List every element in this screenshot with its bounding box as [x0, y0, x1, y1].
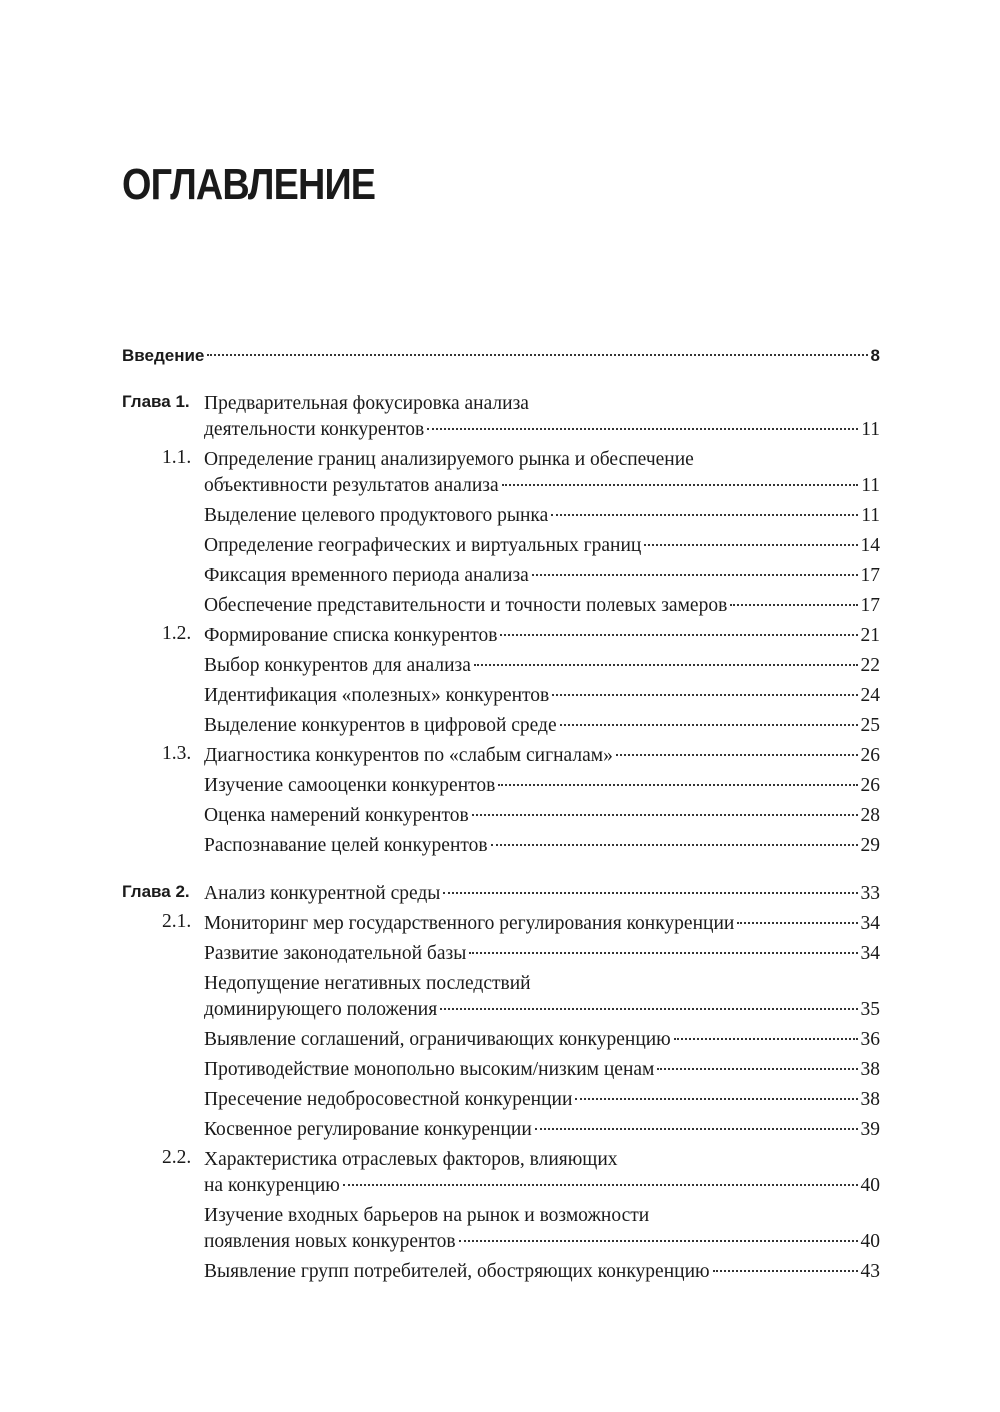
dot-leader: [440, 1008, 857, 1010]
page-number: 22: [860, 655, 880, 676]
entry-title: Формирование списка конкурентов: [204, 625, 498, 646]
entry-title: Обеспечение представительности и точности полевых замеров: [204, 595, 728, 616]
dot-leader: [469, 952, 857, 954]
entry-title: объективности результатов анализа: [204, 475, 499, 496]
toc-entry[interactable]: [122, 389, 880, 445]
dot-leader: [737, 922, 857, 924]
section-number: 1.2.: [162, 623, 192, 644]
toc-entry[interactable]: [122, 561, 880, 591]
toc-entry[interactable]: [122, 831, 880, 861]
dot-leader: [551, 514, 858, 516]
dot-leader: [491, 844, 858, 846]
chapter-number: Глава 2.: [122, 882, 190, 901]
dot-leader: [502, 484, 859, 486]
entry-title: Выделение целевого продуктового рынка: [204, 505, 549, 526]
dot-leader: [616, 754, 858, 756]
chapter-number: Глава 1.: [122, 392, 190, 411]
dot-leader: [674, 1038, 858, 1040]
entry-title: Мониторинг мер государственного регулирования конкуренции: [204, 913, 735, 934]
page-number: 17: [860, 595, 880, 616]
page-number: 25: [860, 715, 880, 736]
entry-title: Диагностика конкурентов по «слабым сигналам»: [204, 745, 613, 766]
entry-title: на конкуренцию: [204, 1175, 340, 1196]
toc-entry[interactable]: [122, 1085, 880, 1115]
toc-entry[interactable]: [122, 771, 880, 801]
page-number: 21: [860, 625, 880, 646]
dot-leader: [207, 354, 867, 356]
dot-leader: [343, 1184, 858, 1186]
entry-title-line: Недопущение негативных последствий: [204, 973, 531, 994]
toc-entry[interactable]: [122, 445, 880, 501]
entry-title: деятельности конкурентов: [204, 419, 425, 440]
dot-leader: [472, 814, 858, 816]
page-number: 26: [860, 775, 880, 796]
entry-title: Определение географических и виртуальных границ: [204, 535, 642, 556]
toc-entry[interactable]: [122, 939, 880, 969]
dot-leader: [459, 1240, 858, 1242]
toc-entry[interactable]: [122, 741, 880, 771]
entry-title: Изучение самооценки конкурентов: [204, 775, 496, 796]
dot-leader: [560, 724, 858, 726]
entry-title: доминирующего положения: [204, 999, 438, 1020]
dot-leader: [575, 1098, 857, 1100]
page-number: 43: [860, 1261, 880, 1282]
entry-title: Фиксация временного периода анализа: [204, 565, 529, 586]
entry-title-line: Изучение входных барьеров на рынок и возможности: [204, 1205, 650, 1226]
page-number: 34: [860, 913, 880, 934]
page-number: 38: [860, 1059, 880, 1080]
page-number: 33: [860, 883, 880, 904]
entry-title: Распознавание целей конкурентов: [204, 835, 488, 856]
section-number: 2.2.: [162, 1147, 192, 1168]
page-number: 40: [860, 1175, 880, 1196]
dot-leader: [532, 574, 858, 576]
toc-entry[interactable]: [122, 651, 880, 681]
toc-entry[interactable]: [122, 531, 880, 561]
toc-entry[interactable]: [122, 1201, 880, 1257]
page-number: 35: [860, 999, 880, 1020]
toc-entry[interactable]: [122, 1257, 880, 1287]
entry-title: Оценка намерений конкурентов: [204, 805, 469, 826]
page-number: 8: [870, 346, 880, 365]
toc-entry[interactable]: [122, 341, 880, 371]
page-number: 11: [861, 419, 880, 440]
toc-entry[interactable]: [122, 681, 880, 711]
entry-title: Выбор конкурентов для анализа: [204, 655, 471, 676]
dot-leader: [498, 784, 857, 786]
page-title: ОГЛАВЛЕНИЕ: [122, 160, 376, 209]
toc-entry[interactable]: [122, 501, 880, 531]
toc-entry[interactable]: [122, 711, 880, 741]
entry-title: появления новых конкурентов: [204, 1231, 456, 1252]
dot-leader: [427, 428, 858, 430]
page-number: 24: [860, 685, 880, 706]
page-number: 38: [860, 1089, 880, 1110]
entry-title: Выявление соглашений, ограничивающих конкуренцию: [204, 1029, 671, 1050]
section-number: 1.1.: [162, 447, 192, 468]
entry-title: Анализ конкурентной среды: [204, 883, 441, 904]
dot-leader: [500, 634, 857, 636]
entry-title: Выявление групп потребителей, обостряющих конкуренцию: [204, 1261, 710, 1282]
entry-title: Идентификация «полезных» конкурентов: [204, 685, 550, 706]
dot-leader: [535, 1128, 858, 1130]
dot-leader: [552, 694, 857, 696]
entry-title: Выделение конкурентов в цифровой среде: [204, 715, 557, 736]
page-number: 29: [860, 835, 880, 856]
page-number: 26: [860, 745, 880, 766]
dot-leader: [474, 664, 858, 666]
page-number: 40: [860, 1231, 880, 1252]
toc-entry[interactable]: [122, 879, 880, 909]
page-number: 17: [860, 565, 880, 586]
dot-leader: [443, 892, 857, 894]
toc-entry[interactable]: [122, 801, 880, 831]
entry-title: Пресечение недобросовестной конкуренции: [204, 1089, 573, 1110]
dot-leader: [657, 1068, 857, 1070]
entry-title-line: Определение границ анализируемого рынка и обеспечение: [204, 449, 694, 470]
toc-entry[interactable]: [122, 1145, 880, 1201]
page-number: 39: [860, 1119, 880, 1140]
entry-title-line: Предварительная фокусировка анализа: [204, 393, 529, 414]
toc-entry[interactable]: [122, 1025, 880, 1055]
page-number: 11: [861, 505, 880, 526]
page-number: 14: [860, 535, 880, 556]
page-number: 36: [860, 1029, 880, 1050]
section-number: 2.1.: [162, 911, 192, 932]
toc-entry[interactable]: [122, 1055, 880, 1085]
dot-leader: [644, 544, 857, 546]
entry-title: Развитие законодательной базы: [204, 943, 467, 964]
page-number: 11: [861, 475, 880, 496]
table-of-contents: [122, 341, 880, 1287]
entry-title-line: Характеристика отраслевых факторов, влияющих: [204, 1149, 618, 1170]
dot-leader: [713, 1270, 858, 1272]
entry-title: Косвенное регулирование конкуренции: [204, 1119, 532, 1140]
page-number: 28: [860, 805, 880, 826]
toc-entry[interactable]: [122, 909, 880, 939]
page-number: 34: [860, 943, 880, 964]
toc-entry[interactable]: [122, 1115, 880, 1145]
toc-entry[interactable]: [122, 591, 880, 621]
toc-entry[interactable]: [122, 621, 880, 651]
dot-leader: [730, 604, 857, 606]
entry-title: Введение: [122, 346, 205, 365]
toc-entry[interactable]: [122, 969, 880, 1025]
entry-title: Противодействие монопольно высоким/низким ценам: [204, 1059, 655, 1080]
section-number: 1.3.: [162, 743, 192, 764]
